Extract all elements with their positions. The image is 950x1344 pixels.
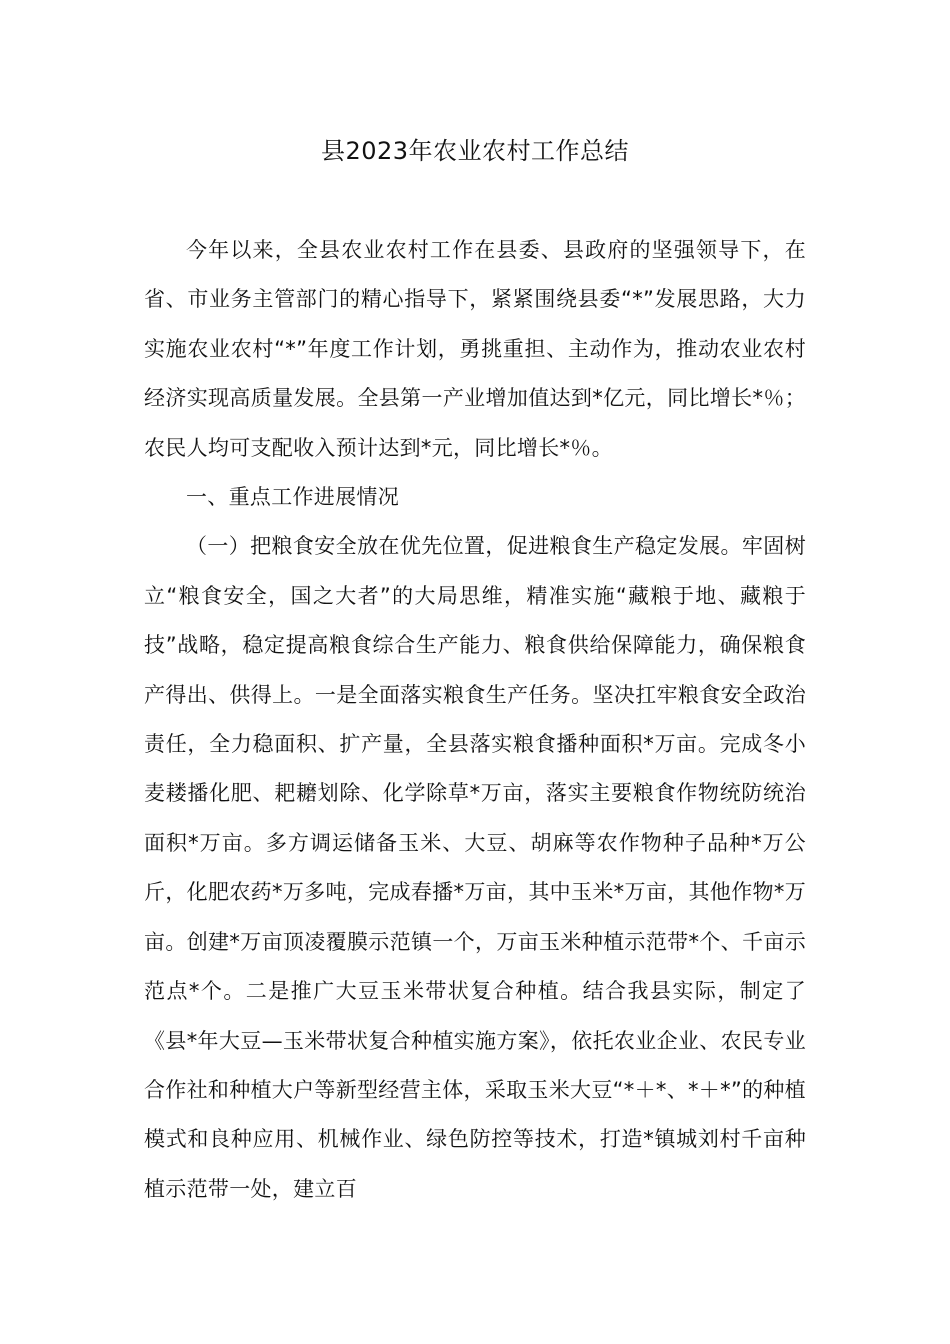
body-paragraph: （一）把粮食安全放在优先位置，促进粮食生产稳定发展。牢固树立“粮食安全，国之大者”的大局思维，精准实施“藏粮于地、藏粮于技”战略，稳定提高粮食综合生产能力、粮食供给保障能力，确保粮食产得出、供得上。一是全面落实粮食生产任务。坚决扛牢粮食安全政治责任，全力稳面积、扩产量，全县落实粮食播种面积*万亩。完成冬小麦耧播化肥、耙耱划除、化学除草*万亩，落实主要粮食作物统防统治面积*万亩。多方调运储备玉米、大豆、胡麻等农作物种子品种*万公斤，化肥农药*万多吨，完成春播*万亩，其中玉米*万亩，其他作物*万亩。创建*万亩顶凌覆膜示范镇一个，万亩玉米种植示范带*个、千亩示范点*个。二是推广大豆玉米带状复合种植。结合我县实际，制定了《县*年大豆—玉米带状复合种植实施方案》，依托农业企业、农民专业合作社和种植大户等新型经营主体，采取玉米大豆“*＋*、*＋*”的种植模式和良种应用、机械作业、绿色防控等技术，打造*镇城刘村千亩种植示范带一处，建立百 — [144, 534, 806, 1201]
document-title: 县2023年农业农村工作总结 — [320, 137, 630, 165]
intro-paragraph: 今年以来，全县农业农村工作在县委、县政府的坚强领导下，在省、市业务主管部门的精心指导下，紧紧围绕县委“*”发展思路，大力实施农业农村“*”年度工作计划，勇挑重担、主动作为，推动农业农村经济实现高质量发展。全县第一产业增加值达到*亿元，同比增长*％；农民人均可支配收入预计达到*元，同比增长*％。 — [144, 238, 806, 460]
section-heading: 一、重点工作进展情况 — [186, 485, 399, 510]
document-body — [144, 226, 806, 1214]
